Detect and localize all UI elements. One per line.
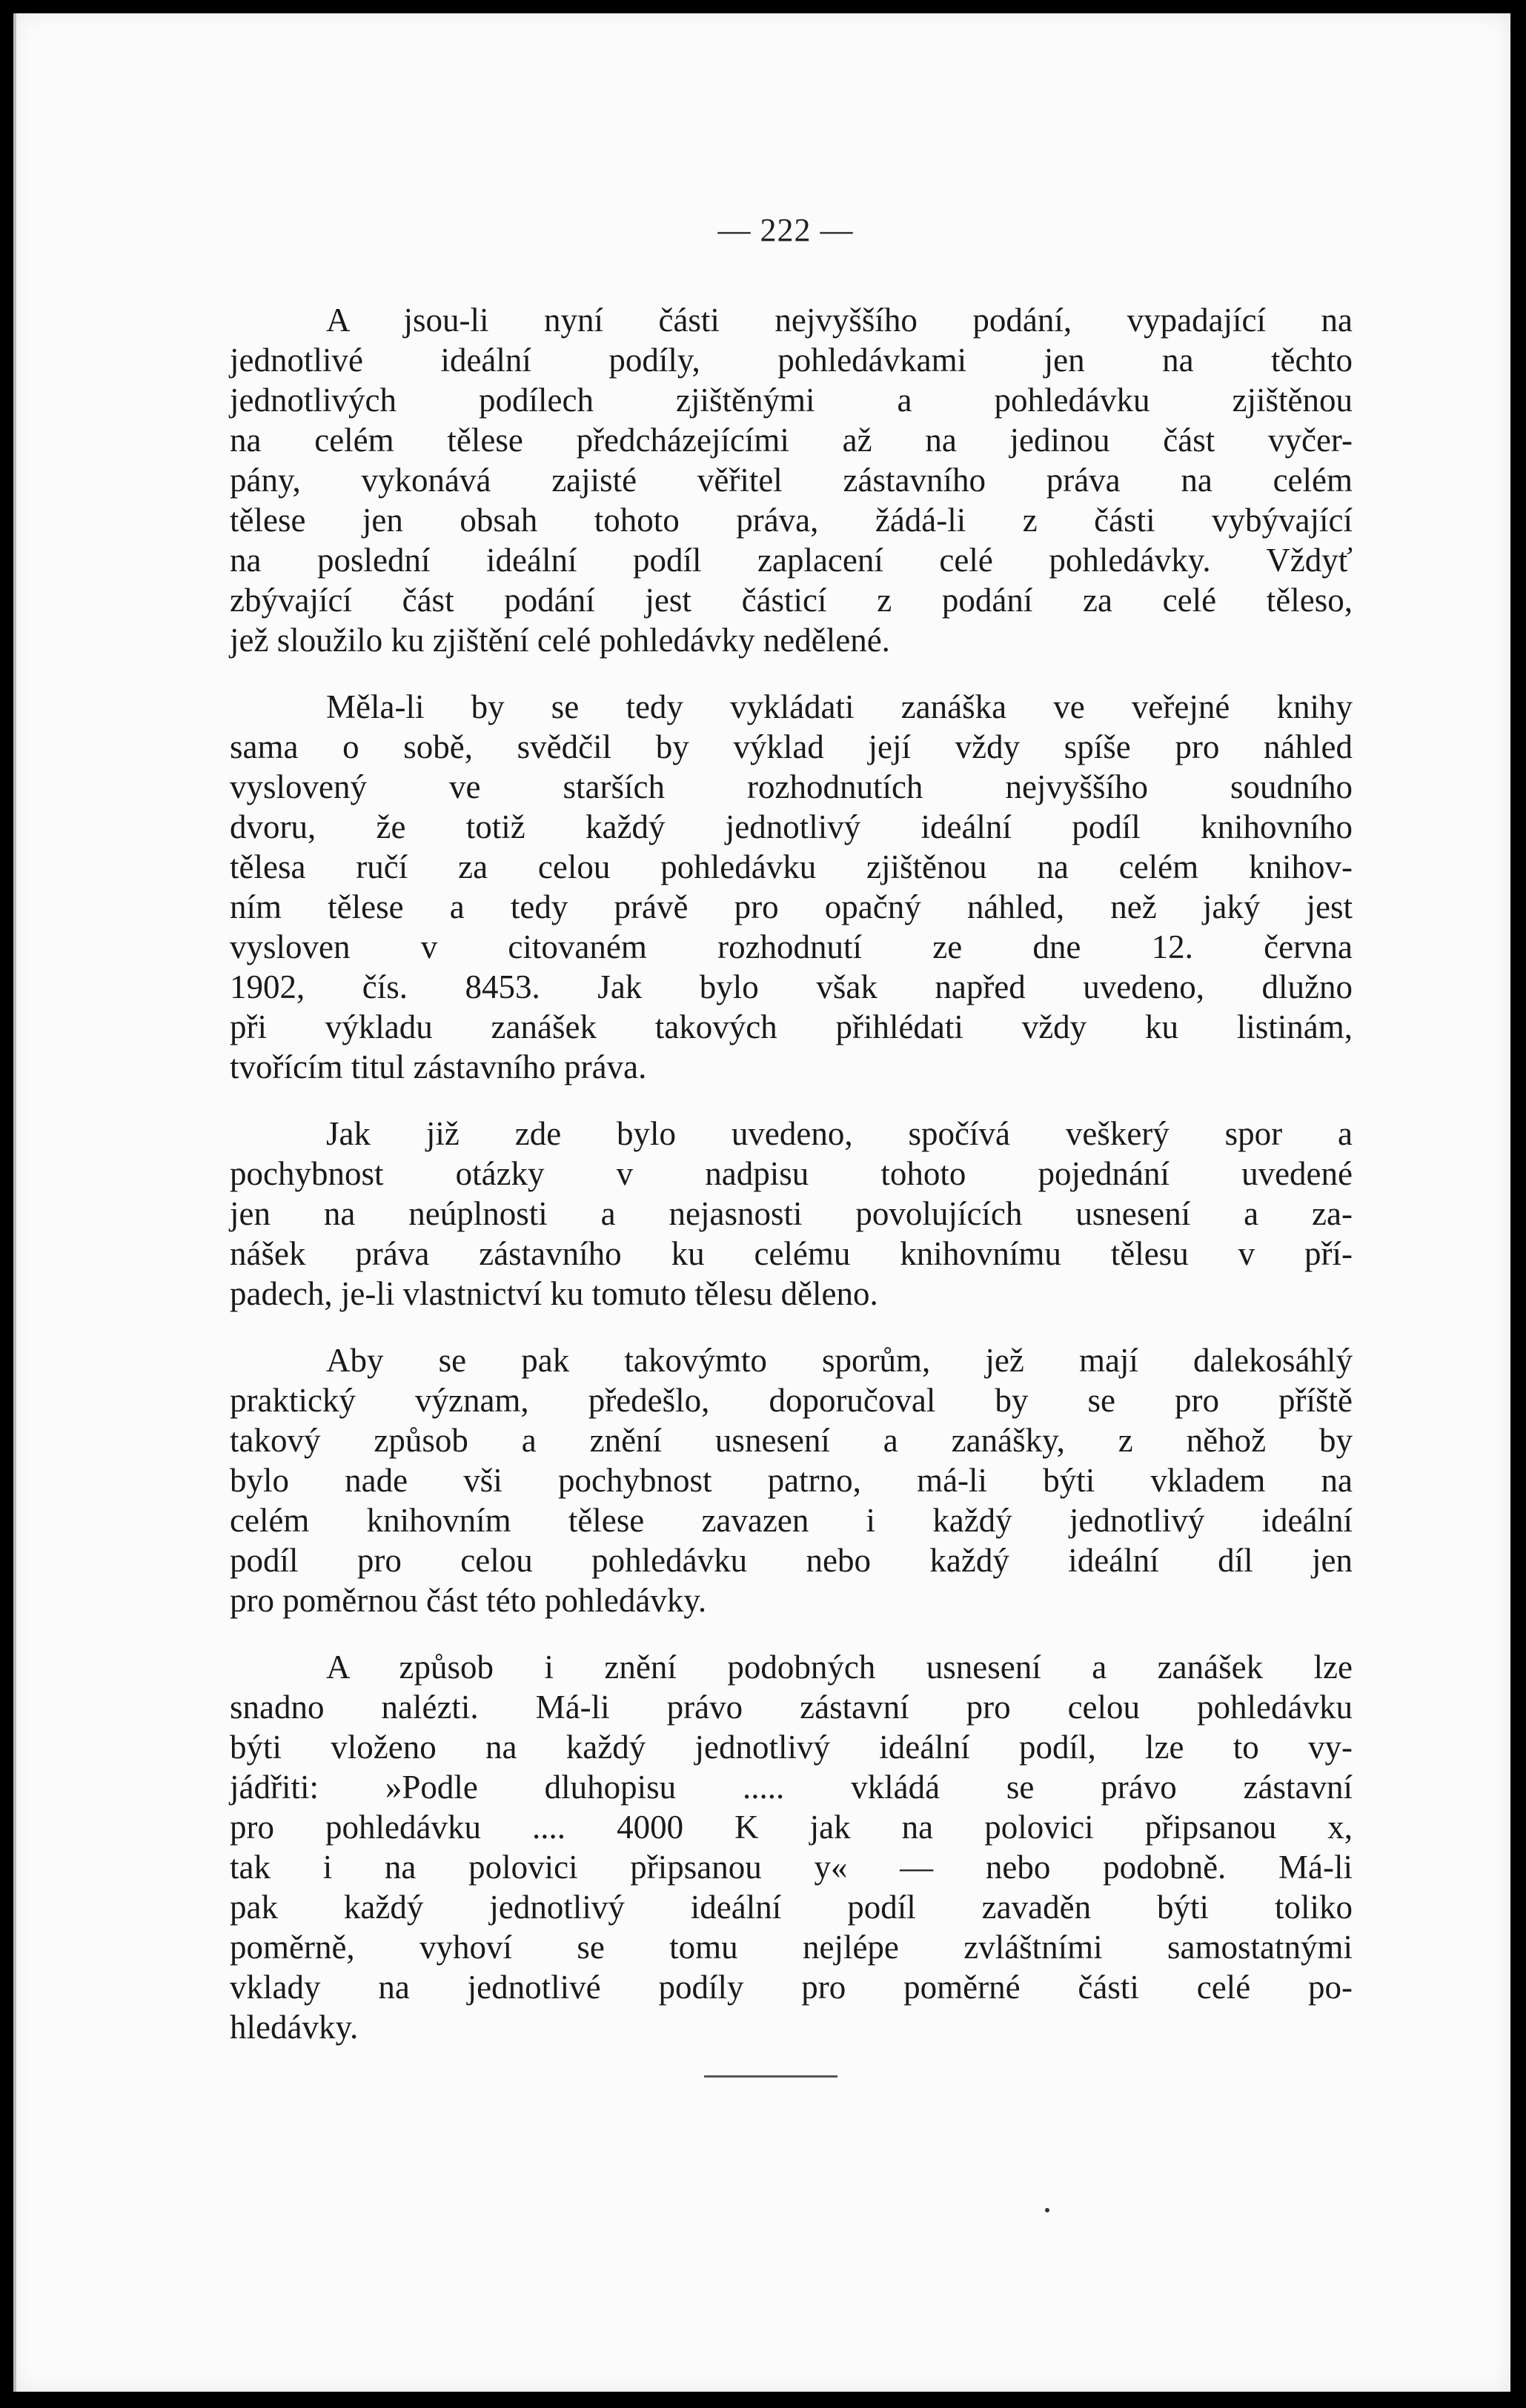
text-line: pro pohledávku .... 4000 K jak na polovici připsanou x, [230,1809,1353,1846]
text-line: hledávky. [230,2009,359,2046]
text-line: tělesa ručí za celou pohledávku zjištěnou na celém knihov- [230,848,1353,885]
text-line: Měla-li by se tedy vykládati zanáška ve veřejné knihy [326,688,1353,725]
text-line: Jak již zde bylo uvedeno, spočívá veškerý spor a [326,1115,1353,1152]
text-line: vyslovený ve starších rozhodnutích nejvyššího soudního [230,768,1353,805]
text-line: vysloven v citovaném rozhodnutí ze dne 12. června [230,928,1353,965]
text-line: Aby se pak takovýmto sporům, jež mají dalekosáhlý [326,1342,1353,1379]
paragraph-3 [230,1114,1353,1314]
paragraph-4 [230,1340,1353,1620]
text-line: 1902, čís. 8453. Jak bylo však napřed uvedeno, dlužno [230,968,1353,1005]
text-line: jednotlivých podílech zjištěnými a pohledávku zjištěnou [230,382,1353,419]
text-line: snadno nalézti. Má-li právo zástavní pro celou pohledávku [230,1689,1353,1726]
text-line: na poslední ideální podíl zaplacení celé pohledávky. Vždyť [230,542,1353,579]
text-line: padech, je-li vlastnictví ku tomuto tělesu děleno. [230,1275,878,1312]
text-line: při výkladu zanášek takových přihlédati vždy ku listinám, [230,1008,1353,1045]
text-line: dvoru, že totiž každý jednotlivý ideální podíl knihovního [230,808,1353,845]
text-line: sama o sobě, svědčil by výklad její vždy spíše pro náhled [230,728,1353,765]
text-line: pro poměrnou část této pohledávky. [230,1582,707,1619]
text-line: praktický význam, předešlo, doporučoval by se pro příště [230,1382,1353,1419]
text-line: jádřiti: »Podle dluhopisu ..... vkládá se právo zástavní [230,1769,1353,1806]
end-rule [704,2075,837,2078]
text-line: jež sloužilo ku zjištění celé pohledávky nedělené. [230,622,890,659]
text-line: býti vloženo na každý jednotlivý ideální podíl, lze to vy- [230,1729,1353,1766]
text-line: na celém tělese předcházejícími až na jedinou část vyčer- [230,422,1353,459]
text-line: celém knihovním tělese zavazen i každý jednotlivý ideální [230,1502,1353,1539]
page-edge [13,13,16,2392]
paragraph-5 [230,1647,1353,2047]
ink-speck [1045,2208,1049,2212]
text-line: bylo nade vši pochybnost patrno, má-li býti vkladem na [230,1462,1353,1499]
text-line: tak i na polovici připsanou y« — nebo podobně. Má-li [230,1849,1353,1886]
page-number: — 222 — [717,212,854,248]
page-body [230,300,1353,2074]
text-line: pochybnost otázky v nadpisu tohoto pojednání uvedené [230,1155,1353,1192]
text-line: tělese jen obsah tohoto práva, žádá-li z části vybývající [230,502,1353,539]
text-line: jednotlivé ideální podíly, pohledávkami jen na těchto [230,342,1353,379]
text-line: nášek práva zástavního ku celému knihovnímu tělesu v pří- [230,1235,1353,1272]
text-line: poměrně, vyhoví se tomu nejlépe zvláštními samostatnými [230,1929,1353,1966]
text-line: A způsob i znění podobných usnesení a zanášek lze [326,1649,1353,1686]
text-line: podíl pro celou pohledávku nebo každý ideální díl jen [230,1542,1353,1579]
text-line: zbývající část podání jest částicí z podání za celé těleso, [230,582,1353,619]
text-line: A jsou-li nyní části nejvyššího podání, vypadající na [326,302,1353,339]
text-line: ním tělese a tedy právě pro opačný náhled, než jaký jest [230,888,1353,925]
text-line: tvořícím titul zástavního práva. [230,1048,647,1085]
text-line: pány, vykonává zajisté věřitel zástavního práva na celém [230,462,1353,499]
paragraph-1 [230,300,1353,660]
text-line: pak každý jednotlivý ideální podíl zavaděn býti toliko [230,1889,1353,1926]
text-line: jen na neúplnosti a nejasnosti povolujících usnesení a za- [230,1195,1353,1232]
text-line: takový způsob a znění usnesení a zanášky, z něhož by [230,1422,1353,1459]
text-line: vklady na jednotlivé podíly pro poměrné části celé po- [230,1969,1353,2006]
paragraph-2 [230,687,1353,1087]
